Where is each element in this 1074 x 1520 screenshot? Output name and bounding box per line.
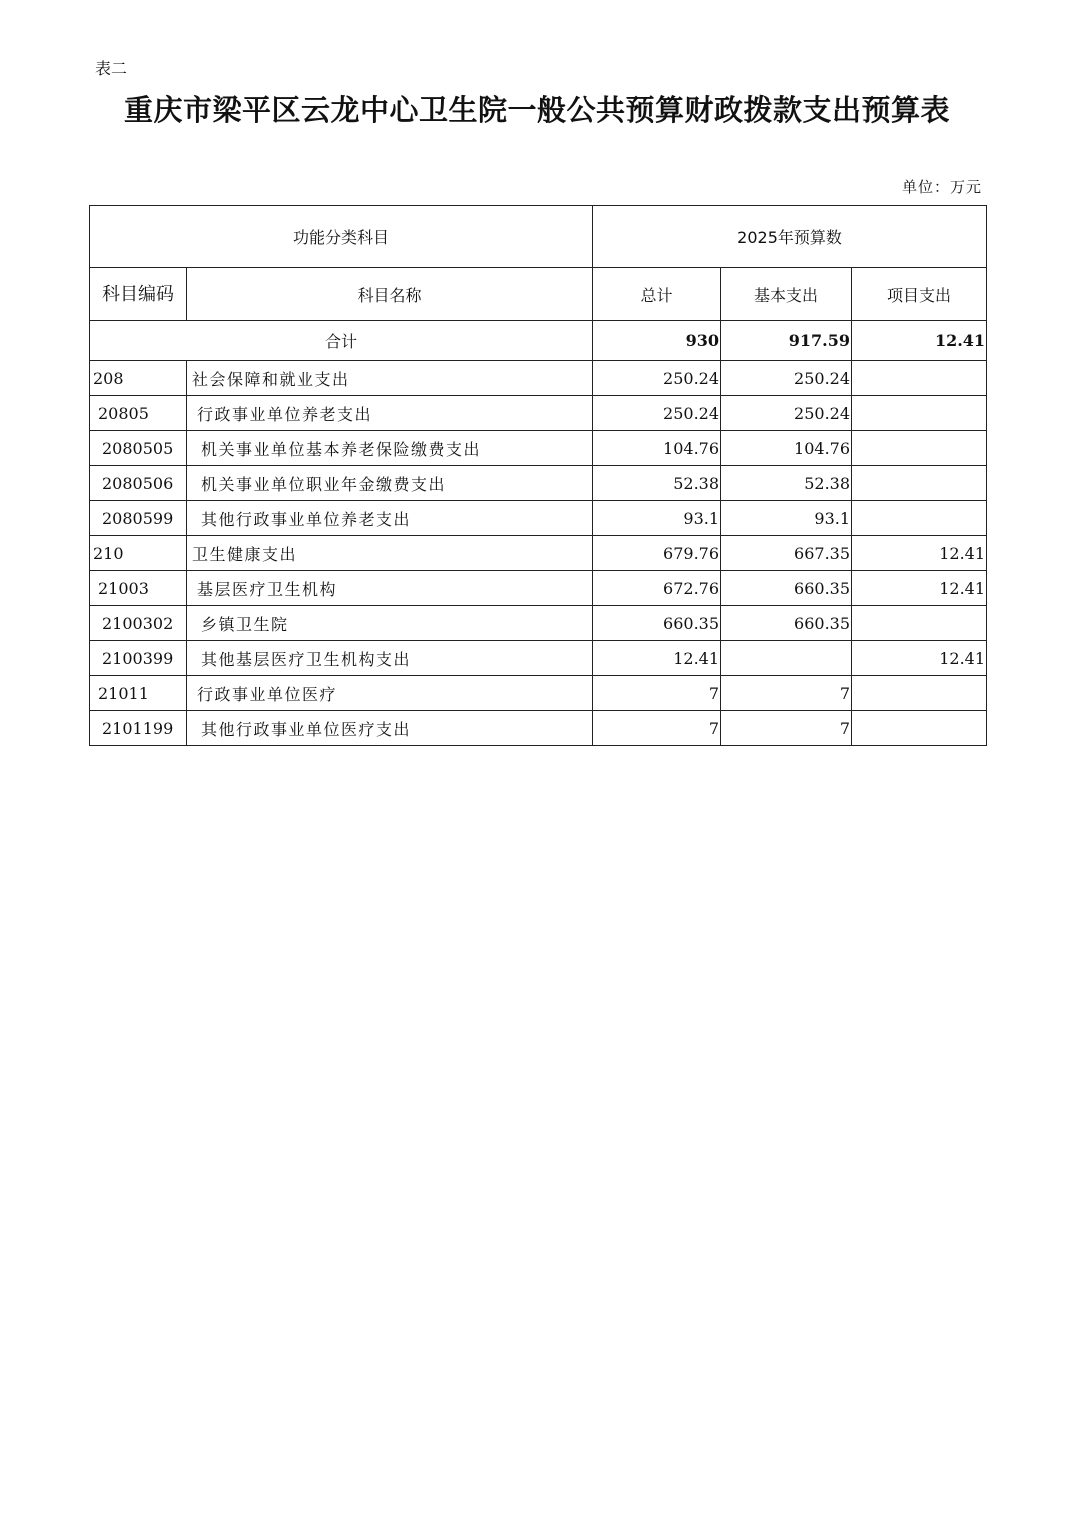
row-total: 7	[593, 676, 721, 711]
row-basic: 7	[721, 676, 852, 711]
row-total: 93.1	[593, 501, 721, 536]
row-total: 672.76	[593, 571, 721, 606]
total-project: 12.41	[852, 321, 987, 361]
row-project	[852, 676, 987, 711]
table-row	[90, 676, 987, 711]
row-name: 其他基层医疗卫生机构支出	[187, 641, 593, 676]
row-basic: 52.38	[721, 466, 852, 501]
unit-label: 单位：万元	[901, 178, 982, 196]
row-project	[852, 396, 987, 431]
budget-table	[89, 205, 987, 746]
row-code: 210	[90, 536, 187, 571]
table-row	[90, 431, 987, 466]
row-name: 机关事业单位职业年金缴费支出	[187, 466, 593, 501]
table-row	[90, 606, 987, 641]
row-basic	[721, 641, 852, 676]
row-total: 104.76	[593, 431, 721, 466]
row-project	[852, 361, 987, 396]
row-basic: 667.35	[721, 536, 852, 571]
row-name: 行政事业单位养老支出	[187, 396, 593, 431]
page-title: 重庆市梁平区云龙中心卫生院一般公共预算财政拨款支出预算表	[123, 93, 950, 127]
header-row-top	[90, 206, 987, 268]
row-basic: 250.24	[721, 361, 852, 396]
header-row-sub	[90, 268, 987, 321]
table-row	[90, 396, 987, 431]
row-name: 社会保障和就业支出	[187, 361, 593, 396]
row-basic: 660.35	[721, 606, 852, 641]
row-name: 其他行政事业单位医疗支出	[187, 711, 593, 746]
row-name: 行政事业单位医疗	[187, 676, 593, 711]
row-code: 208	[90, 361, 187, 396]
table-label: 表二	[95, 59, 128, 78]
header-total: 总计	[593, 268, 721, 321]
total-basic: 917.59	[721, 321, 852, 361]
row-project	[852, 466, 987, 501]
table-row	[90, 501, 987, 536]
row-name: 卫生健康支出	[187, 536, 593, 571]
row-code: 20805	[90, 396, 187, 431]
row-code: 2080505	[90, 431, 187, 466]
row-project: 12.41	[852, 641, 987, 676]
row-total: 12.41	[593, 641, 721, 676]
table-row	[90, 641, 987, 676]
row-code: 2080506	[90, 466, 187, 501]
row-project: 12.41	[852, 571, 987, 606]
row-total: 250.24	[593, 396, 721, 431]
row-project	[852, 711, 987, 746]
row-total: 7	[593, 711, 721, 746]
row-total: 52.38	[593, 466, 721, 501]
header-category: 功能分类科目	[90, 206, 593, 268]
row-project	[852, 501, 987, 536]
table-row	[90, 711, 987, 746]
header-project: 项目支出	[852, 268, 987, 321]
header-code: 科目编码	[90, 268, 187, 321]
row-code: 21011	[90, 676, 187, 711]
row-basic: 660.35	[721, 571, 852, 606]
row-total: 660.35	[593, 606, 721, 641]
total-label: 合计	[90, 321, 593, 361]
header-basic: 基本支出	[721, 268, 852, 321]
row-name: 机关事业单位基本养老保险缴费支出	[187, 431, 593, 466]
row-project	[852, 431, 987, 466]
row-code: 2101199	[90, 711, 187, 746]
row-basic: 93.1	[721, 501, 852, 536]
row-code: 2100399	[90, 641, 187, 676]
row-project: 12.41	[852, 536, 987, 571]
row-code: 2100302	[90, 606, 187, 641]
header-name: 科目名称	[187, 268, 593, 321]
row-basic: 104.76	[721, 431, 852, 466]
total-row	[90, 321, 987, 361]
row-basic: 250.24	[721, 396, 852, 431]
row-name: 乡镇卫生院	[187, 606, 593, 641]
total-total: 930	[593, 321, 721, 361]
row-name: 基层医疗卫生机构	[187, 571, 593, 606]
table-row	[90, 536, 987, 571]
header-year-budget: 2025年预算数	[593, 206, 987, 268]
row-total: 250.24	[593, 361, 721, 396]
row-name: 其他行政事业单位养老支出	[187, 501, 593, 536]
table-row	[90, 571, 987, 606]
table-row	[90, 361, 987, 396]
table-row	[90, 466, 987, 501]
row-project	[852, 606, 987, 641]
row-basic: 7	[721, 711, 852, 746]
row-code: 21003	[90, 571, 187, 606]
row-total: 679.76	[593, 536, 721, 571]
row-code: 2080599	[90, 501, 187, 536]
